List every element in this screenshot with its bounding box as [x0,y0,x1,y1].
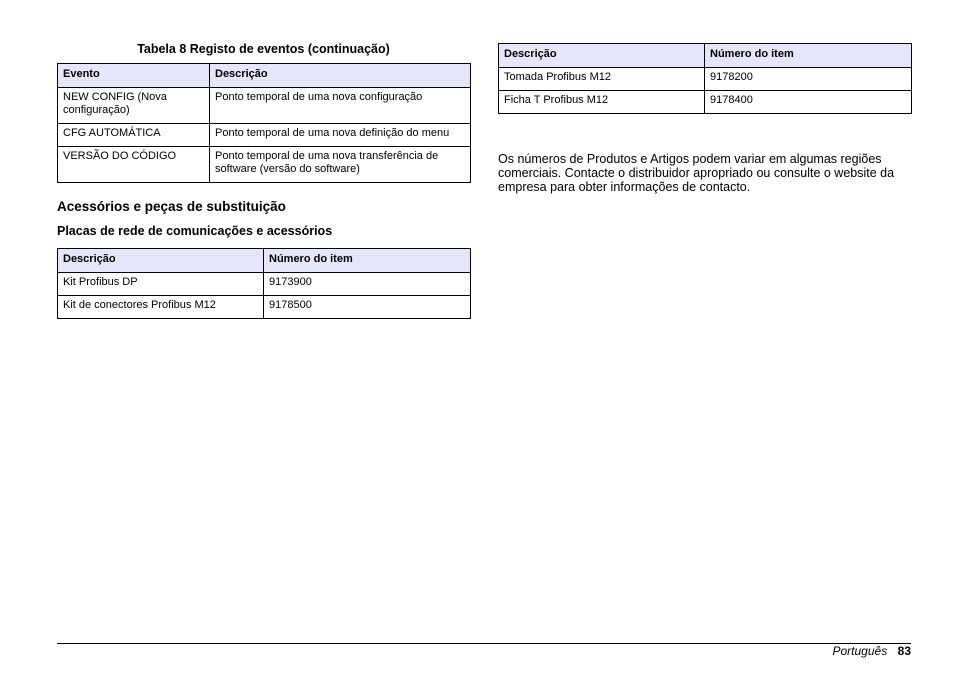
table-row [499,68,912,91]
table-cell: Kit de conectores Profibus M12 [58,296,264,319]
table-row [58,88,471,124]
section-heading: Acessórios e peças de substituição [57,199,286,214]
table-row [58,273,471,296]
page-number: 83 [897,644,911,658]
parts-table-left [57,248,471,319]
table-cell: 9178200 [705,68,912,91]
parts-table-right [498,43,912,114]
table-row [499,91,912,114]
table-cell: 9178500 [264,296,471,319]
table-caption: Tabela 8 Registo de eventos (continuação) [137,42,390,56]
column-header: Descrição [58,249,264,273]
table-cell: Ponto temporal de uma nova definição do menu [210,124,471,147]
table-cell: Kit Profibus DP [58,273,264,296]
footer [57,644,911,658]
column-header: Descrição [499,44,705,68]
table-cell: Ponto temporal de uma nova transferência de software (versão do software) [210,147,471,183]
table-cell: CFG AUTOMÁTICA [58,124,210,147]
table-header-row [58,64,471,88]
column-header: Número do item [264,249,471,273]
subsection-heading: Placas de rede de comunicações e acessórios [57,224,333,238]
contact-note: Os números de Produtos e Artigos podem variar em algumas regiões comerciais. Contacte o distribuidor apropriado ou consulte o website da empresa para obter informações de contacto. [498,152,895,194]
table-cell: Ponto temporal de uma nova configuração [210,88,471,124]
table-cell: 9173900 [264,273,471,296]
column-header: Evento [58,64,210,88]
column-header: Número do item [705,44,912,68]
table-cell: Tomada Profibus M12 [499,68,705,91]
table-header-row [499,44,912,68]
table-cell: VERSÃO DO CÓDIGO [58,147,210,183]
table-header-row [58,249,471,273]
column-header: Descrição [210,64,471,88]
table-row [58,147,471,183]
event-log-table [57,63,471,183]
table-row [58,296,471,319]
table-cell: Ficha T Profibus M12 [499,91,705,114]
table-cell: 9178400 [705,91,912,114]
table-row [58,124,471,147]
footer-language: Português [832,644,888,658]
table-cell: NEW CONFIG (Nova configuração) [58,88,210,124]
